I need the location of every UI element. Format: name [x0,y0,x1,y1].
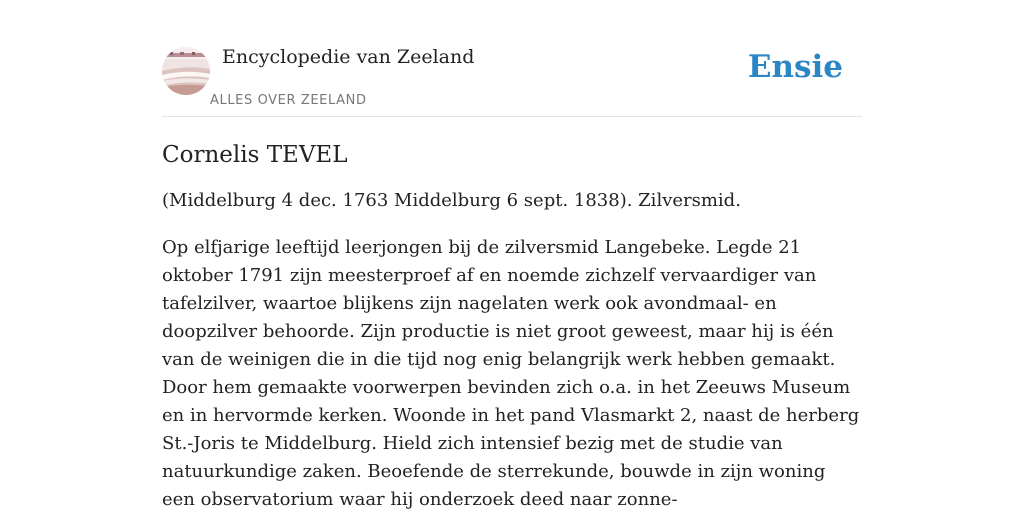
brand-logo[interactable]: Ensie [747,49,843,85]
article-title: Cornelis TEVEL [162,142,348,168]
article-body: Op elfjarige leeftijd leerjongen bij de zilversmid Langebeke. Legde 21 oktober 1791 zijn meesterproef af en noemde zichzelf vervaardiger van tafelzilver, waartoe blijkens zijn nagelaten werk ook avondmaal- en doopzilver behoorde. Zijn productie is niet groot geweest, maar hij is één van de weinigen die in die tijd nog enig belangrijk werk hebben gemaakt. Door hem gemaakte voorwerpen bevinden zich o.a. in het Zeeuws Museum en in hervormde kerken. Woonde in het pand Vlasmarkt 2, naast de herberg St.-Joris te Middelburg. Hield zich intensief bezig met de studie van natuurkundige zaken. Beoefende de sterrekunde, bouwde in zijn woning een observatorium waar hij onderzoek deed naar zonne- [162,237,860,510]
site-subtitle: ALLES OVER ZEELAND [210,93,367,108]
article [162,138,862,512]
site-title[interactable]: Encyclopedie van Zeeland [222,46,475,68]
site-avatar[interactable] [162,47,210,95]
book-pages-icon [162,47,210,95]
site-header [162,40,862,117]
article-lede: (Middelburg 4 dec. 1763 Middelburg 6 sept. 1838). Zilversmid. [162,190,741,211]
